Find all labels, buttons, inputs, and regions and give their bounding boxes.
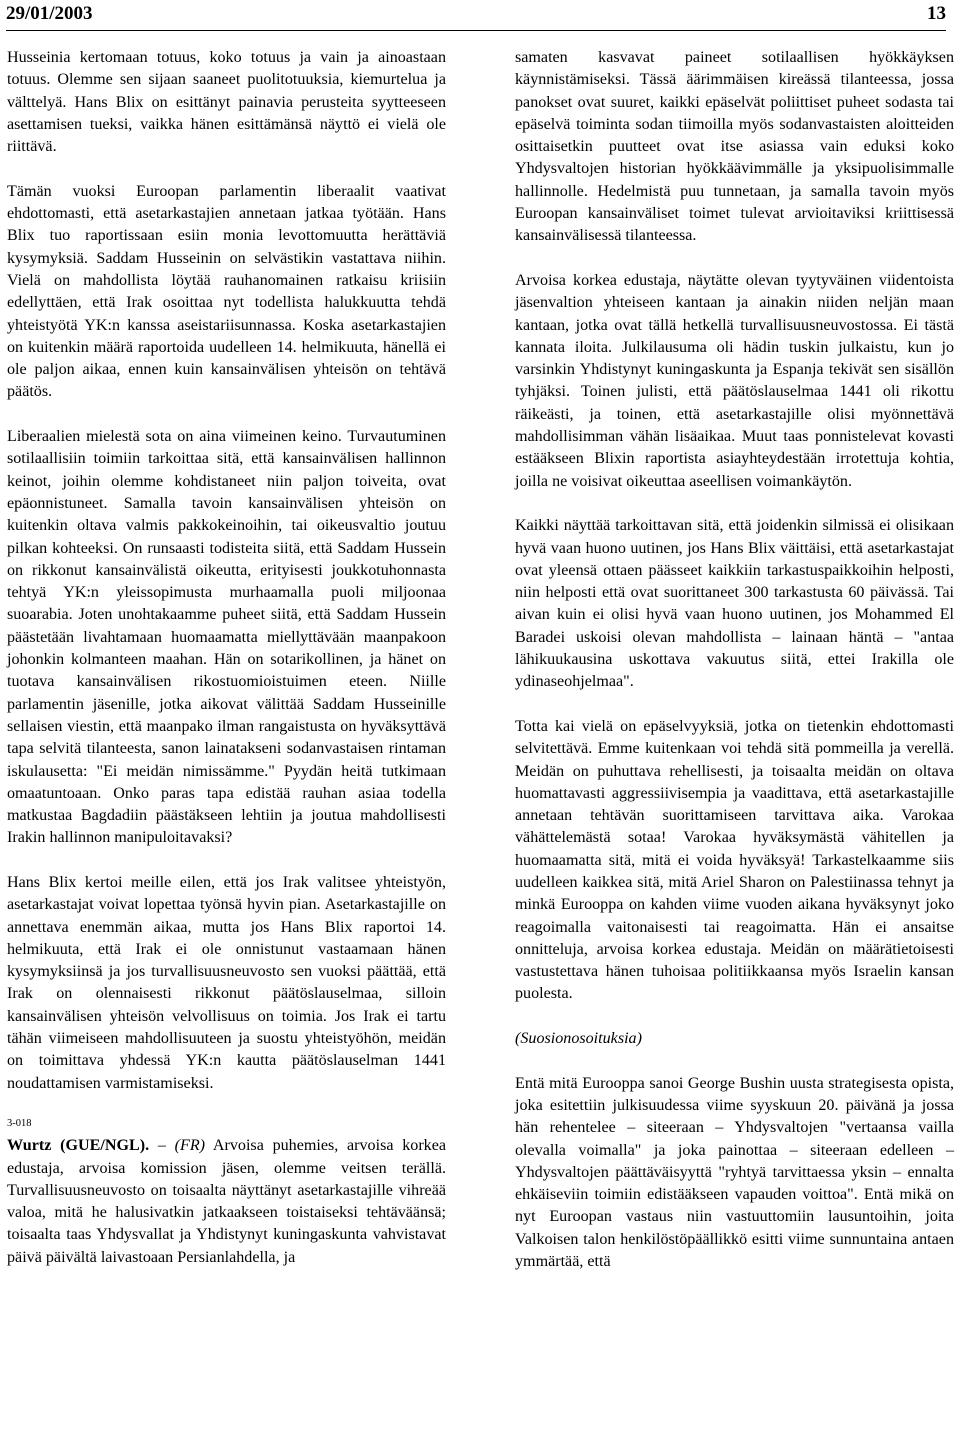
- paragraph: Totta kai vielä on epäselvyyksiä, jotka on tietenkin ehdottomasti selvitettävä. Emme kuitenkaan voi tehdä sitä pommeilla ja verellä. Meidän on puhuttava rehellisesti, ja toisaalta meidän on oltava huomattavasti aggressiivisempia ja vaadittava, että asetarkastajille annetaan tehtävän suorittamiseen tarvittava aika. Varokaa vähättelemästä sotaa! Varokaa hyväksymästä vähitellen ja huomaamatta sitä, mitä ei voida hyväksyä! Tarkastelkaamme siis uudelleen kaikkea sitä, mitä Ariel Sharon on Palestiinassa tehnyt ja minkä Eurooppa on kahden viime vuoden aikana hyväksynyt joko reagoimalla vaitonaisesti tai reagoimatta. Hän ei ansaitse onnitteluja, arvoisa korkea edustaja. Meidän on määrätietoisesti vastustettava hänen tuhoisaa politiikkaansa myös Israelin kansan puolesta.: [515, 717, 954, 1003]
- language-tag: (FR): [174, 1137, 206, 1155]
- applause-note: (Suosionosoituksia): [515, 1030, 642, 1048]
- speech-text: Arvoisa puhemies, arvoisa korkea edustaja, arvoisa komission jäsen, olemme veitsen terällä. Turvallisuusneuvosto on toisaalta näyttänyt asetarkastajille vihreää valoa, mitä he halusivatkin jatkaakseen toistaiseksi tehtäväänsä; toisaalta taas Yhdysvallat ja Yhdistynyt kuningaskunta vahvistavat päivä päivältä laivastoaan Persianlahdella, ja: [7, 1137, 447, 1266]
- speaker-name: Wurtz (GUE/NGL).: [7, 1137, 150, 1155]
- paragraph: Tämän vuoksi Euroopan parlamentin liberaalit vaativat ehdottomasti, että asetarkastajien annetaan jatkaa työtään. Hans Blix tuo raportissaan esiin monia levottomuutta herättäviä kysymyksiä. Saddam Husseinin on selvästikin vastattava niihin. Vielä on mahdollista löytää rauhanomainen ratkaisu kriisiin edellyttäen, että Irak osoittaa nyt todellista halukkuutta tehdä yhteistyötä YK:n kanssa aseistariisunnassa. Koska asetarkastajien on kuitenkin määrä raportoida uudelleen 14. helmikuuta, hänellä ei ole paljon aikaa, ennen kuin kansainvälisen yhteisön on tehtävä päätös.: [7, 182, 446, 401]
- left-column: [7, 47, 446, 1269]
- paragraph: Kaikki näyttää tarkoittavan sitä, että joidenkin silmissä ei olisikaan hyvä vaan huono uutinen, jos Hans Blix väittäisi, että asetarkastajat ovat yleensä ottaen päässeet kaikkiin tarkastuspaikkoihin helposti, niin helposti että ovat suorittaneet 300 tarkastusta 60 päivässä. Tai aivan kuin ei olisi hyvä vaan huono uutinen, jos Mohammed El Baradei uskoisi olevan mahdollista – lainaan häntä – "antaa lähikuukausina uskottava vakuutus siitä, ettei Irakilla ole ydinaseohjelmaa".: [515, 517, 954, 691]
- speech-paragraph: [7, 1135, 446, 1269]
- paragraph: Husseinia kertomaan totuus, koko totuus ja vain ja ainoastaan totuus. Olemme sen sijaan saaneet puolitotuuksia, kiemurtelua ja välttelyä. Hans Blix on esittänyt painavia perusteita syytteeseen asettamisen tueksi, vaikka hänen esittämänsä näyttö ei vielä ole riittävä.: [7, 49, 446, 156]
- paragraph: Arvoisa korkea edustaja, näytätte olevan tyytyväinen viidentoista jäsenvaltion yhteiseen kantaan ja ainakin niiden neljän maan kantaan, jotka ovat tällä hetkellä turvallisuusneuvostossa. Ei tästä kannata iloita. Julkilausuma oli hädin tuskin julkaistu, kun jo varsinkin Yhdistynyt kuningaskunta ja Espanja tekivät sen sisällön tyhjäksi. Toinen julisti, että päätöslauselmaa 1441 oli rikottu räikeästi, ja toinen, että asetarkastajille olisi myönnettävä mahdollisimman vähän lisäaikaa. Muut taas ponnistelevat kovasti estääkseen Blixin raportista asiayhteydestään irrotettuja kohtia, joilla ne voisivat oikeuttaa aseellisen voimankäytön.: [515, 271, 954, 490]
- header-date: 29/01/2003: [6, 3, 93, 24]
- speech-reference: 3-018: [7, 1118, 32, 1130]
- page-header: [6, 0, 946, 31]
- page-number: 13: [927, 3, 946, 24]
- right-column: [515, 47, 954, 1273]
- paragraph: samaten kasvavat paineet sotilaallisen hyökkäyksen käynnistämiseksi. Tässä äärimmäisen kireässä tilanteessa, jossa panokset ovat suuret, kaikki epäselvät poliittiset puheet sodasta tai epäselvä toiminta sodan tiimoilla myös sodanvastaisten aloitteiden osittaisetkin puutteet ovat itse asiassa vain eduksi koko Yhdysvaltojen historian hyökkäävimmälle ja yksipuolisimmalle hallinnolle. Hedelmistä puu tunnetaan, ja samalla tavoin myös Euroopan kansainväliset toimet tulevat arvioitaviksi kriittisessä kansainvälisessä tilanteessa.: [515, 49, 954, 245]
- paragraph: Liberaalien mielestä sota on aina viimeinen keino. Turvautuminen sotilaallisiin toimiin tarkoittaa sitä, että kansainvälisen hallinnon keinot, joihin olemme kohdistaneet niin paljon toiveita, ovat epäonnistuneet. Samalla tavoin kansainvälisen yhteisön on kuitenkin oltava valmis pakkokeinoihin, tai oikeusvaltio joutuu pilkan kohteeksi. On runsaasti todisteita siitä, että Saddam Hussein on rikkonut kansainvälistä oikeutta, erityisesti joukkotuhonnasta tehtyä YK:n yleissopimusta murhaamalla puoli miljoonaa suoarabia. Joten unohtakaamme puheet siitä, että Saddam Hussein päästetään livahtamaan huomaamatta miellyttävään maanpakoon johonkin kolmanteen maahan. Hän on sotarikollinen, ja hänet on tuotava kansainvälisen rikostuomioistuimen eteen. Niille parlamentin jäsenille, jotka aikovat välittää Saddam Husseinille sellaisen viestin, että maanpako ilman rangaistusta on hyväksyttävä tapa selvitä tilanteesta, sanon lainatakseni sodanvastaisen rintaman iskulausetta: "Ei meidän nimissämme." Pyydän heitä tutkimaan omaatuntoaan. Onko paras tapa edistää rauhan asiaa todella matkustaa Bagdadiin päästäkseen lehtiin ja joutua mahdollisesti Irakin hallinnon manipuloitavaksi?: [7, 428, 446, 847]
- paragraph: Hans Blix kertoi meille eilen, että jos Irak valitsee yhteistyön, asetarkastajat voivat lopettaa työnsä hyvin pian. Asetarkastajille on annettava enemmän aikaa, mutta jos Hans Blix raportoi 14. helmikuuta, että Irak ei ole onnistunut vastaamaan hänen kysymyksiinsä ja jos turvallisuusneuvosto sen vuoksi päättää, että Irak on olennaisesti rikkonut päätöslauselmaa, silloin kansainvälisen yhteisön velvollisuus on toimia. Jos Irak ei tartu tähän viimeiseen mahdollisuuteen ja suostu yhteistyöhön, meidän on toimittava yhdessä YK:n kautta päätöslauselman 1441 noudattamisen varmistamiseksi.: [7, 873, 446, 1092]
- dash-separator: –: [149, 1137, 175, 1155]
- paragraph: Entä mitä Eurooppa sanoi George Bushin uusta strategisesta opista, joka esitettiin julkisuudessa viime syyskuun 20. päivänä ja jossa hän rehentelee – siteeraan – Yhdysvaltojen "vertaansa vailla olevalla voimalla" ja joka painottaa – siteeraan edelleen – Yhdysvaltojen päättäväisyyttä "ryhtyä tarvittaessa yksin – ennalta ehkäiseviin toimiin edistääkseen vapauden voittoa". Entä mikä on nyt Euroopan vastaus niin vastuuttomiin lausuntoihin, joita Valkoisen talon henkilöstöpäällikkö esitti viime sunnuntaina antaen ymmärtää, että: [515, 1074, 954, 1271]
